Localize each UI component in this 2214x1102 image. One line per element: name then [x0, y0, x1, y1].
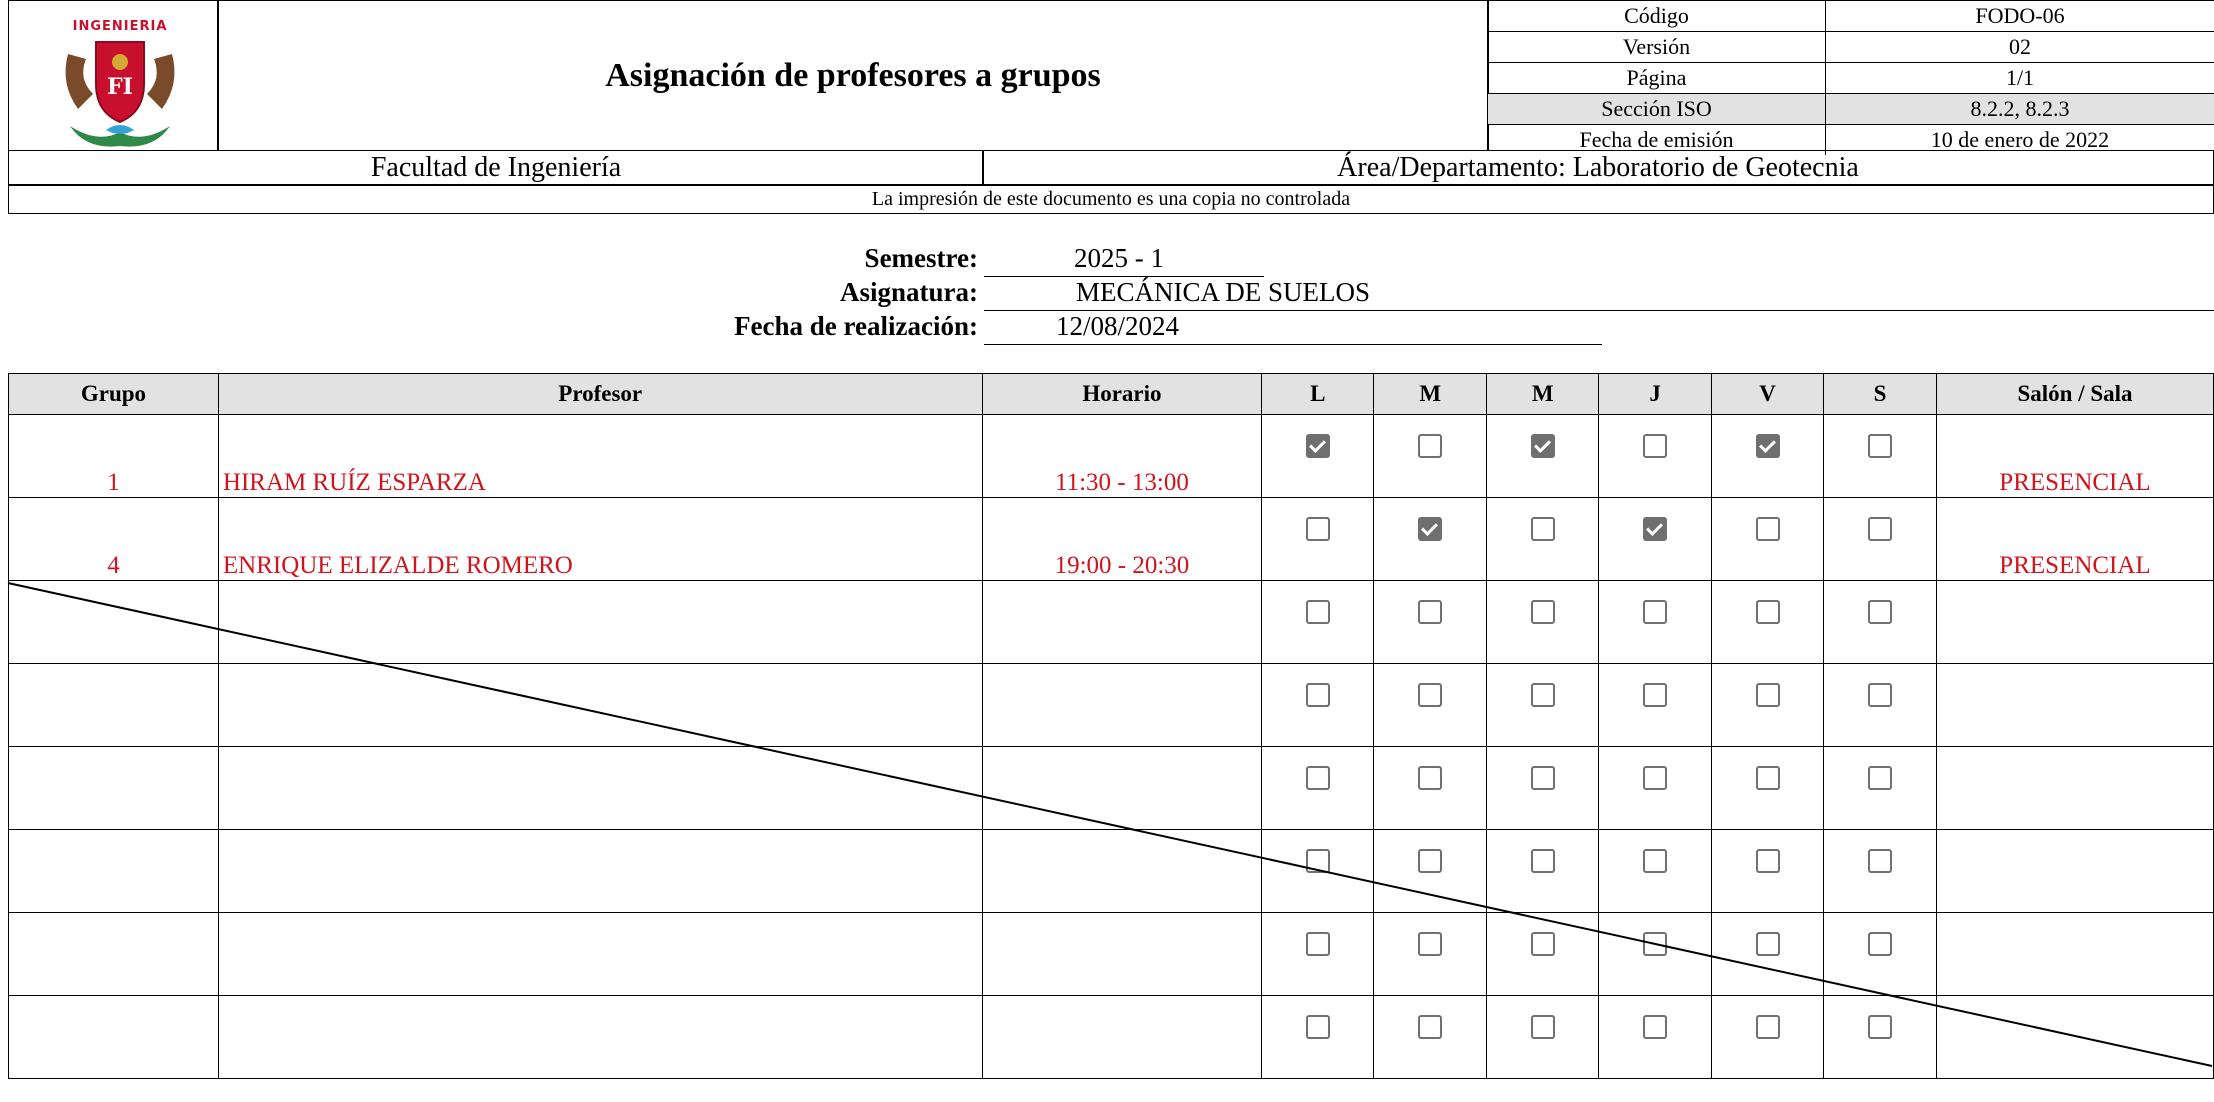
unchecked-checkbox[interactable]	[1418, 932, 1442, 956]
unchecked-checkbox[interactable]	[1756, 517, 1780, 541]
unchecked-checkbox[interactable]	[1756, 600, 1780, 624]
day-cell	[1712, 913, 1824, 996]
meta-label: Fecha de emisión	[1488, 125, 1826, 155]
day-cell	[1599, 415, 1712, 498]
header-day-m2: M	[1487, 374, 1599, 415]
profesor-cell-text	[219, 664, 982, 746]
horario-cell[interactable]	[982, 498, 1262, 581]
horario-cell-text: 11:30 - 13:00	[1055, 469, 1189, 496]
meta-value: FODO-06	[1975, 3, 2065, 28]
day-cell	[1374, 830, 1487, 913]
day-cell	[1262, 415, 1374, 498]
horario-cell-text	[983, 830, 1262, 912]
unchecked-checkbox[interactable]	[1531, 600, 1555, 624]
header-profesor: Profesor	[218, 374, 982, 415]
grupo-cell-text	[9, 913, 218, 995]
meta-value: 8.2.2, 8.2.3	[1970, 96, 2070, 121]
grupo-cell[interactable]	[9, 581, 219, 664]
salon-cell-text	[1937, 664, 2213, 746]
profesor-cell-text	[219, 913, 982, 995]
day-cell	[1374, 996, 1487, 1079]
assignment-table	[8, 373, 2214, 1079]
day-cell	[1824, 996, 1937, 1079]
fecha-value: 12/08/2024	[984, 311, 1602, 345]
fecha-label: Fecha de realización:	[734, 311, 978, 341]
checked-checkbox[interactable]	[1306, 434, 1330, 458]
meta-label: Código	[1488, 1, 1826, 31]
day-cell	[1712, 830, 1824, 913]
meta-label: Sección ISO	[1488, 94, 1826, 124]
checked-checkbox[interactable]	[1756, 434, 1780, 458]
unchecked-checkbox[interactable]	[1306, 600, 1330, 624]
day-cell	[1262, 498, 1374, 581]
day-cell	[1374, 581, 1487, 664]
salon-cell-text	[1937, 996, 2213, 1078]
unchecked-checkbox[interactable]	[1868, 849, 1892, 873]
document-notice: La impresión de este documento es una copia no controlada	[8, 184, 2214, 214]
horario-cell-text	[983, 581, 1262, 663]
day-cell	[1374, 498, 1487, 581]
profesor-cell[interactable]	[218, 664, 982, 747]
day-cell	[1824, 913, 1937, 996]
unchecked-checkbox[interactable]	[1643, 434, 1667, 458]
unchecked-checkbox[interactable]	[1306, 766, 1330, 790]
grupo-cell[interactable]	[9, 747, 219, 830]
table-row	[9, 913, 2214, 996]
day-cell	[1824, 498, 1937, 581]
unchecked-checkbox[interactable]	[1306, 932, 1330, 956]
day-cell	[1487, 913, 1599, 996]
unchecked-checkbox[interactable]	[1756, 683, 1780, 707]
salon-cell-text: PRESENCIAL	[1999, 552, 2151, 579]
unam-engineering-logo	[58, 14, 182, 152]
day-cell	[1599, 664, 1712, 747]
meta-label: Versión	[1488, 32, 1826, 62]
salon-cell[interactable]	[1937, 830, 2214, 913]
day-cell	[1487, 498, 1599, 581]
day-cell	[1599, 913, 1712, 996]
asignatura-value: MECÁNICA DE SUELOS	[984, 277, 2214, 311]
salon-cell-text	[1937, 747, 2213, 829]
unchecked-checkbox[interactable]	[1643, 849, 1667, 873]
day-cell	[1824, 581, 1937, 664]
day-cell	[1824, 747, 1937, 830]
salon-cell[interactable]	[1937, 664, 2214, 747]
unchecked-checkbox[interactable]	[1868, 434, 1892, 458]
header-day-m: M	[1374, 374, 1487, 415]
profesor-cell[interactable]	[218, 498, 982, 581]
day-cell	[1374, 664, 1487, 747]
horario-cell[interactable]	[982, 747, 1262, 830]
salon-cell[interactable]	[1937, 996, 2214, 1079]
grupo-cell-text: 4	[107, 552, 120, 579]
table-row	[9, 581, 2214, 664]
day-cell	[1599, 747, 1712, 830]
table-header-row	[9, 374, 2214, 415]
header-grupo: Grupo	[9, 374, 219, 415]
grupo-cell-text	[9, 664, 218, 746]
day-cell	[1824, 830, 1937, 913]
unchecked-checkbox[interactable]	[1756, 766, 1780, 790]
unchecked-checkbox[interactable]	[1756, 1015, 1780, 1039]
grupo-cell-text	[9, 830, 218, 912]
logo-text: INGENIERIA	[72, 19, 168, 34]
unchecked-checkbox[interactable]	[1643, 600, 1667, 624]
horario-cell-text	[983, 996, 1262, 1078]
unchecked-checkbox[interactable]	[1418, 683, 1442, 707]
grupo-cell[interactable]	[9, 498, 219, 581]
header-day-j: J	[1599, 374, 1712, 415]
meta-row	[1488, 63, 2214, 94]
profesor-cell-text	[219, 747, 982, 829]
grupo-cell[interactable]	[9, 996, 219, 1079]
asignatura-label: Asignatura:	[839, 277, 978, 307]
unchecked-checkbox[interactable]	[1531, 683, 1555, 707]
profesor-cell-text	[219, 830, 982, 912]
day-cell	[1374, 415, 1487, 498]
unchecked-checkbox[interactable]	[1306, 683, 1330, 707]
day-cell	[1487, 747, 1599, 830]
unchecked-checkbox[interactable]	[1868, 1015, 1892, 1039]
unchecked-checkbox[interactable]	[1418, 849, 1442, 873]
salon-cell-text: PRESENCIAL	[1999, 469, 2151, 496]
unchecked-checkbox[interactable]	[1418, 600, 1442, 624]
salon-cell-text	[1937, 913, 2213, 995]
day-cell	[1712, 996, 1824, 1079]
checked-checkbox[interactable]	[1643, 517, 1667, 541]
department-label: Área/Departamento: Laboratorio de Geotecnia	[982, 150, 2214, 186]
meta-label: Página	[1488, 63, 1826, 93]
day-cell	[1599, 498, 1712, 581]
unchecked-checkbox[interactable]	[1531, 1015, 1555, 1039]
profesor-cell[interactable]	[218, 830, 982, 913]
header-day-l: L	[1262, 374, 1374, 415]
day-cell	[1487, 581, 1599, 664]
salon-cell[interactable]	[1937, 581, 2214, 664]
grupo-cell-text	[9, 581, 218, 663]
unchecked-checkbox[interactable]	[1418, 766, 1442, 790]
unchecked-checkbox[interactable]	[1868, 932, 1892, 956]
unchecked-checkbox[interactable]	[1306, 517, 1330, 541]
checked-checkbox[interactable]	[1531, 434, 1555, 458]
horario-cell[interactable]	[982, 913, 1262, 996]
profesor-cell[interactable]	[218, 747, 982, 830]
day-cell	[1824, 415, 1937, 498]
unchecked-checkbox[interactable]	[1306, 849, 1330, 873]
grupo-cell[interactable]	[9, 913, 219, 996]
grupo-cell[interactable]	[9, 830, 219, 913]
salon-cell[interactable]	[1937, 913, 2214, 996]
horario-cell[interactable]	[982, 581, 1262, 664]
unchecked-checkbox[interactable]	[1643, 766, 1667, 790]
unchecked-checkbox[interactable]	[1531, 517, 1555, 541]
grupo-cell-text: 1	[107, 469, 120, 496]
table-row	[9, 664, 2214, 747]
day-cell	[1599, 581, 1712, 664]
meta-row	[1488, 1, 2214, 32]
day-cell	[1712, 415, 1824, 498]
horario-cell-text	[983, 747, 1262, 829]
unchecked-checkbox[interactable]	[1868, 766, 1892, 790]
profesor-cell-text	[219, 581, 982, 663]
meta-value: 10 de enero de 2022	[1930, 127, 2110, 152]
profesor-cell[interactable]	[218, 581, 982, 664]
unchecked-checkbox[interactable]	[1756, 849, 1780, 873]
day-cell	[1824, 664, 1937, 747]
semestre-value: 2025 - 1	[984, 243, 1264, 277]
horario-cell[interactable]	[982, 830, 1262, 913]
header-horario: Horario	[982, 374, 1262, 415]
horario-cell[interactable]	[982, 415, 1262, 498]
grupo-cell-text	[9, 747, 218, 829]
horario-cell-text	[983, 664, 1262, 746]
profesor-cell[interactable]	[218, 415, 982, 498]
profesor-cell[interactable]	[218, 913, 982, 996]
day-cell	[1374, 747, 1487, 830]
profesor-cell[interactable]	[218, 996, 982, 1079]
day-cell	[1262, 664, 1374, 747]
unchecked-checkbox[interactable]	[1643, 1015, 1667, 1039]
day-cell	[1487, 664, 1599, 747]
day-cell	[1599, 830, 1712, 913]
day-cell	[1712, 747, 1824, 830]
meta-row	[1488, 94, 2214, 125]
grupo-cell-text	[9, 996, 218, 1078]
unchecked-checkbox[interactable]	[1418, 434, 1442, 458]
unchecked-checkbox[interactable]	[1418, 1015, 1442, 1039]
profesor-cell-text: HIRAM RUÍZ ESPARZA	[222, 469, 486, 496]
table-row	[9, 996, 2214, 1079]
salon-cell-text	[1937, 581, 2213, 663]
unchecked-checkbox[interactable]	[1643, 932, 1667, 956]
unchecked-checkbox[interactable]	[1868, 600, 1892, 624]
day-cell	[1487, 415, 1599, 498]
meta-value: 1/1	[2005, 65, 2035, 90]
semestre-label: Semestre:	[864, 243, 978, 273]
day-cell	[1712, 581, 1824, 664]
faculty-label: Facultad de Ingeniería	[8, 150, 984, 186]
day-cell	[1599, 996, 1712, 1079]
meta-value: 02	[2009, 34, 2031, 59]
day-cell	[1487, 830, 1599, 913]
unchecked-checkbox[interactable]	[1868, 683, 1892, 707]
meta-row	[1488, 32, 2214, 63]
profesor-cell-text: ENRIQUE ELIZALDE ROMERO	[222, 552, 573, 579]
header-salon: Salón / Sala	[1937, 374, 2214, 415]
document-title: Asignación de profesores a grupos	[217, 0, 1489, 151]
horario-cell[interactable]	[982, 664, 1262, 747]
salon-cell[interactable]	[1937, 498, 2214, 581]
day-cell	[1262, 747, 1374, 830]
day-cell	[1374, 913, 1487, 996]
horario-cell[interactable]	[982, 996, 1262, 1079]
table-row	[9, 747, 2214, 830]
salon-cell-text	[1937, 830, 2213, 912]
unchecked-checkbox[interactable]	[1868, 517, 1892, 541]
unchecked-checkbox[interactable]	[1531, 849, 1555, 873]
unchecked-checkbox[interactable]	[1531, 932, 1555, 956]
meta-table	[1487, 0, 2214, 151]
horario-cell-text: 19:00 - 20:30	[1054, 552, 1190, 579]
salon-cell[interactable]	[1937, 415, 2214, 498]
checked-checkbox[interactable]	[1418, 517, 1442, 541]
unchecked-checkbox[interactable]	[1306, 1015, 1330, 1039]
day-cell	[1487, 996, 1599, 1079]
header-day-s: S	[1824, 374, 1937, 415]
day-cell	[1262, 581, 1374, 664]
grupo-cell[interactable]	[9, 415, 219, 498]
profesor-cell-text	[219, 996, 982, 1078]
svg-text:FI: FI	[107, 74, 133, 100]
table-row	[9, 498, 2214, 581]
unchecked-checkbox[interactable]	[1531, 766, 1555, 790]
day-cell	[1262, 830, 1374, 913]
table-row	[9, 415, 2214, 498]
day-cell	[1262, 996, 1374, 1079]
table-row	[9, 830, 2214, 913]
grupo-cell[interactable]	[9, 664, 219, 747]
unchecked-checkbox[interactable]	[1643, 683, 1667, 707]
day-cell	[1712, 498, 1824, 581]
salon-cell[interactable]	[1937, 747, 2214, 830]
horario-cell-text	[983, 913, 1262, 995]
day-cell	[1712, 664, 1824, 747]
unchecked-checkbox[interactable]	[1756, 932, 1780, 956]
day-cell	[1262, 913, 1374, 996]
header-day-v: V	[1712, 374, 1824, 415]
